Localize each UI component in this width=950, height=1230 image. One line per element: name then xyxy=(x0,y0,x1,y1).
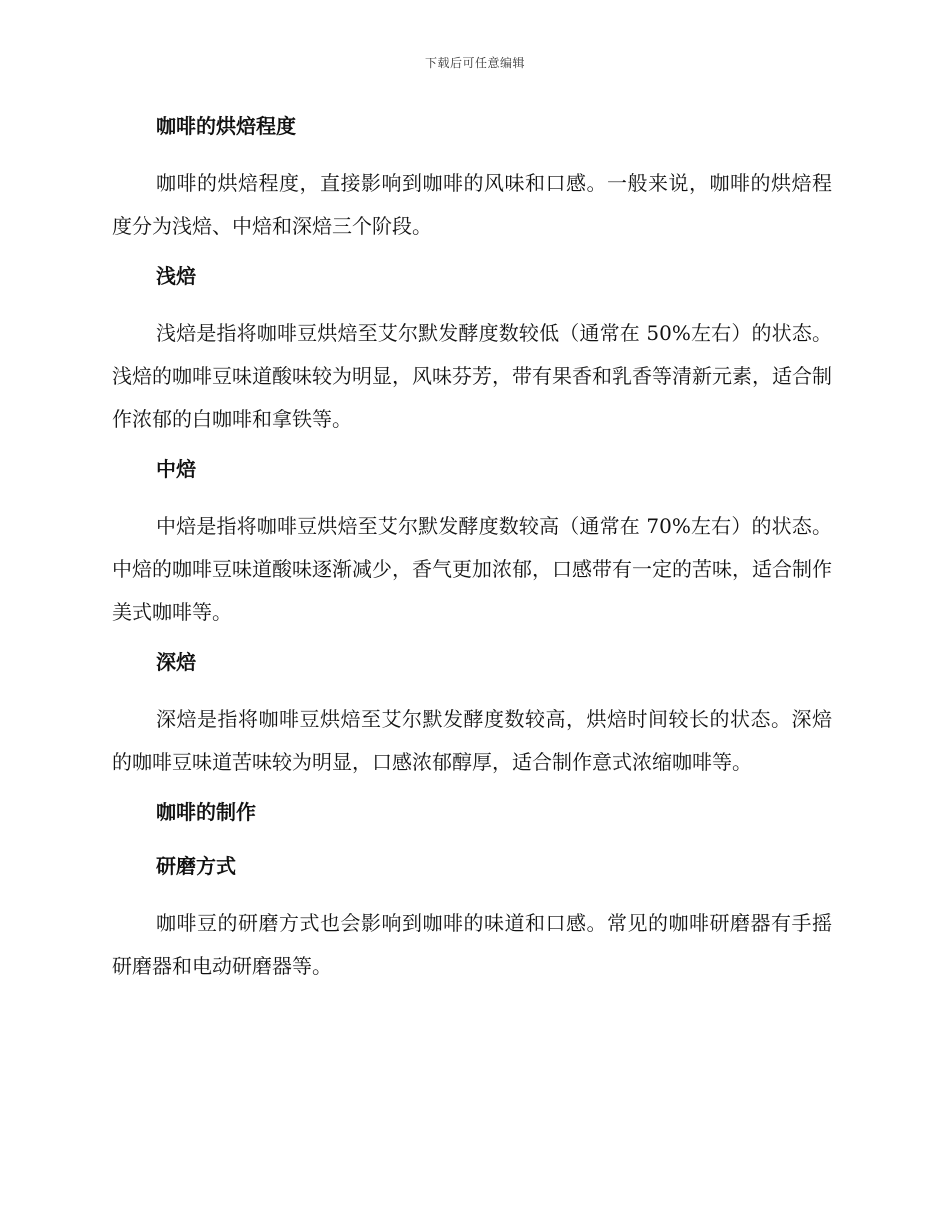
heading-grinding-method: 研磨方式 xyxy=(156,854,236,878)
heading-coffee-making: 咖啡的制作 xyxy=(156,800,256,824)
paragraph-light-roast: 浅焙是指将咖啡豆烘焙至艾尔默发酵度数较低（通常在 50%左右）的状态。浅焙的咖啡豆味道酸味较为明显，风味芬芳，带有果香和乳香等清新元素，适合制作浓郁的白咖啡和拿铁等。 xyxy=(112,321,832,431)
heading-light-roast: 浅焙 xyxy=(156,264,196,288)
heading-dark-roast: 深焙 xyxy=(156,650,196,674)
heading-roast-level: 咖啡的烘焙程度 xyxy=(156,114,296,138)
paragraph-grinding-method: 咖啡豆的研磨方式也会影响到咖啡的味道和口感。常见的咖啡研磨器有手摇研磨器和电动研磨器等。 xyxy=(112,911,832,978)
paragraph-roast-intro: 咖啡的烘焙程度，直接影响到咖啡的风味和口感。一般来说，咖啡的烘焙程度分为浅焙、中焙和深焙三个阶段。 xyxy=(112,171,832,238)
heading-medium-roast: 中焙 xyxy=(156,457,196,481)
paragraph-medium-roast: 中焙是指将咖啡豆烘焙至艾尔默发酵度数较高（通常在 70%左右）的状态。中焙的咖啡豆味道酸味逐渐减少，香气更加浓郁，口感带有一定的苦味，适合制作美式咖啡等。 xyxy=(112,514,832,624)
document-body xyxy=(112,108,832,998)
paragraph-dark-roast: 深焙是指将咖啡豆烘焙至艾尔默发酵度数较高，烘焙时间较长的状态。深焙的咖啡豆味道苦味较为明显，口感浓郁醇厚，适合制作意式浓缩咖啡等。 xyxy=(112,707,832,774)
page-header: 下载后可任意编辑 xyxy=(424,56,525,70)
